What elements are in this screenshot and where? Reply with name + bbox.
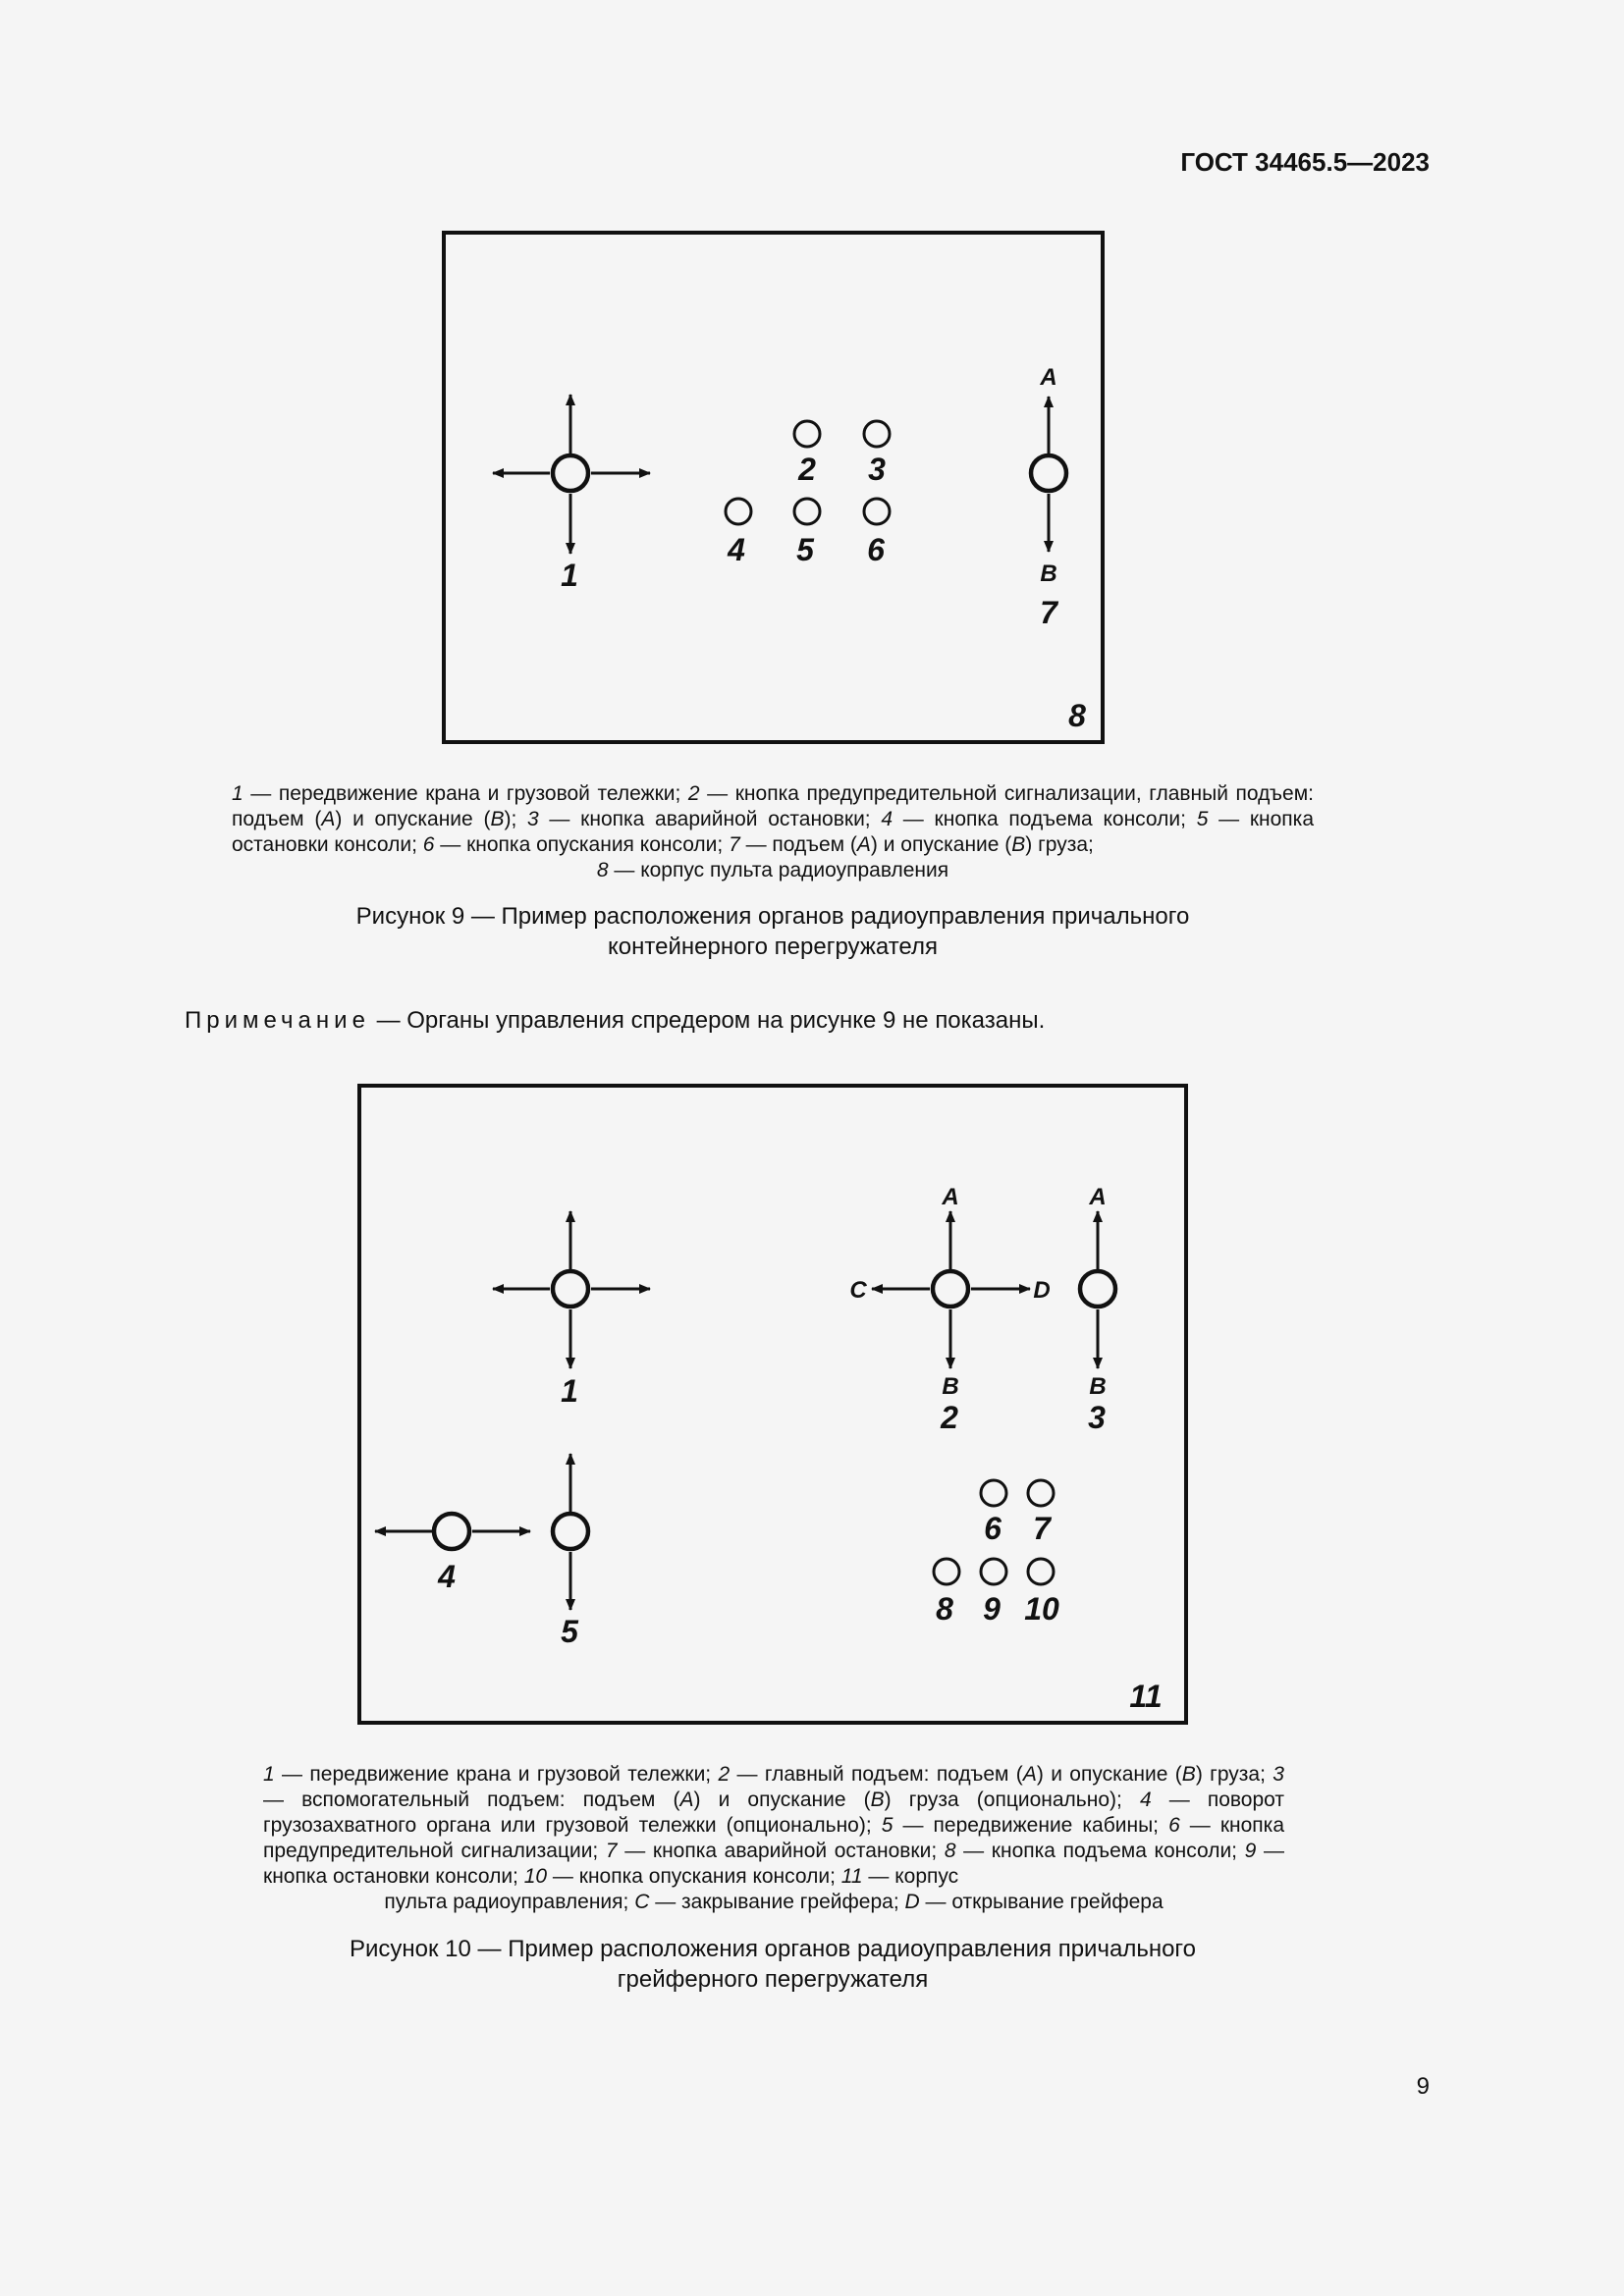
joystick-1-icon (493, 395, 650, 554)
button-6-icon (981, 1480, 1006, 1506)
figure-10-legend (263, 1762, 1284, 1915)
joystick-1-icon (493, 1211, 650, 1368)
caption-line-1: Рисунок 9 — Пример расположения органов радиоуправления причального (355, 903, 1190, 930)
legend-last-line: пульта радиоуправления; C — закрывание грейфера; D — открывание грейфера (384, 1891, 1164, 1913)
figure-10-diagram (356, 1083, 1190, 1727)
label-3: 3 (1088, 1400, 1106, 1435)
figure-9-caption (232, 901, 1314, 962)
button-3-icon (864, 421, 890, 447)
label-b: B (942, 1373, 959, 1400)
legend-text: 1 — передвижение крана и грузовой тележки; 2 — главный подъем: подъем (A) и опускание (B) груза; 3 — вспомогательный подъем: подъем (A) и опускание (B) груза (опционально); 4 — поворот грузозахватного органа или грузовой тележки (опционально); 5 — передвижение кабины; 6 — кнопка предупредительной сигнализации; 7 — кнопка аварийной остановки; 8 — кнопка подъема консоли; 9 — кнопка остановки консоли; 10 — кнопка опускания консоли; 11 — корпус (263, 1763, 1285, 1888)
label-2: 2 (941, 1400, 958, 1435)
label-c: C (849, 1277, 867, 1304)
button-2-icon (794, 421, 820, 447)
label-6: 6 (984, 1511, 1001, 1546)
button-5-icon (794, 499, 820, 524)
button-4-icon (726, 499, 751, 524)
joystick-7-icon (1031, 397, 1066, 552)
label-a: A (1089, 1184, 1107, 1210)
note-text: — Органы управления спредером на рисунке 9 не показаны. (369, 1007, 1046, 1034)
label-9: 9 (983, 1591, 1001, 1627)
label-b: B (1040, 561, 1057, 587)
label-1: 1 (561, 558, 578, 593)
button-9-icon (981, 1559, 1006, 1584)
caption-line-2: грейферного перегружателя (617, 1966, 929, 1993)
legend-text: 1 — передвижение крана и грузовой тележки; 2 — кнопка предупредительной сигнализации, главный подъем: подъем (A) и опускание (B); 3 — кнопка аварийной остановки; 4 — кнопка подъема консоли; 5 — кнопка остановки консоли; 6 — кнопка опускания консоли; 7 — подъем (A) и опускание (B) груза; (232, 782, 1315, 856)
label-11: 11 (1129, 1679, 1163, 1714)
label-7: 7 (1033, 1511, 1051, 1546)
caption-line-2: контейнерного перегружателя (608, 934, 938, 960)
remote-control-body (359, 1086, 1186, 1723)
button-6-icon (864, 499, 890, 524)
label-d: D (1033, 1277, 1051, 1304)
label-2: 2 (798, 452, 816, 487)
figure-10-caption (232, 1934, 1314, 1995)
note (185, 1007, 1045, 1035)
remote-control-body (444, 233, 1103, 742)
button-10-icon (1028, 1559, 1054, 1584)
button-7-icon (1028, 1480, 1054, 1506)
figure-9-diagram (442, 231, 1106, 746)
legend-last-line: 8 — корпус пульта радиоуправления (596, 859, 949, 881)
label-a: A (942, 1184, 959, 1210)
button-8-icon (934, 1559, 959, 1584)
label-b: B (1089, 1373, 1107, 1400)
label-7: 7 (1040, 595, 1057, 630)
label-3: 3 (868, 452, 886, 487)
caption-line-1: Рисунок 10 — Пример расположения органов радиоуправления причального (350, 1936, 1196, 1962)
joystick-4-icon (375, 1514, 530, 1549)
joystick-3-icon (1080, 1211, 1115, 1368)
label-4: 4 (438, 1559, 456, 1594)
joystick-5-icon (553, 1454, 588, 1610)
note-label: Примечание (185, 1007, 370, 1034)
label-10: 10 (1024, 1591, 1059, 1627)
page-number: 9 (1416, 2073, 1430, 2100)
label-4: 4 (728, 532, 745, 567)
figure-9-legend (232, 781, 1314, 883)
label-1: 1 (561, 1373, 578, 1409)
standard-code: ГОСТ 34465.5—2023 (1180, 147, 1430, 177)
label-5: 5 (796, 532, 814, 567)
label-8: 8 (936, 1591, 953, 1627)
label-a: A (1040, 364, 1057, 391)
joystick-2-icon (872, 1211, 1030, 1368)
label-5: 5 (561, 1614, 578, 1649)
label-6: 6 (867, 532, 885, 567)
label-8: 8 (1068, 698, 1086, 733)
